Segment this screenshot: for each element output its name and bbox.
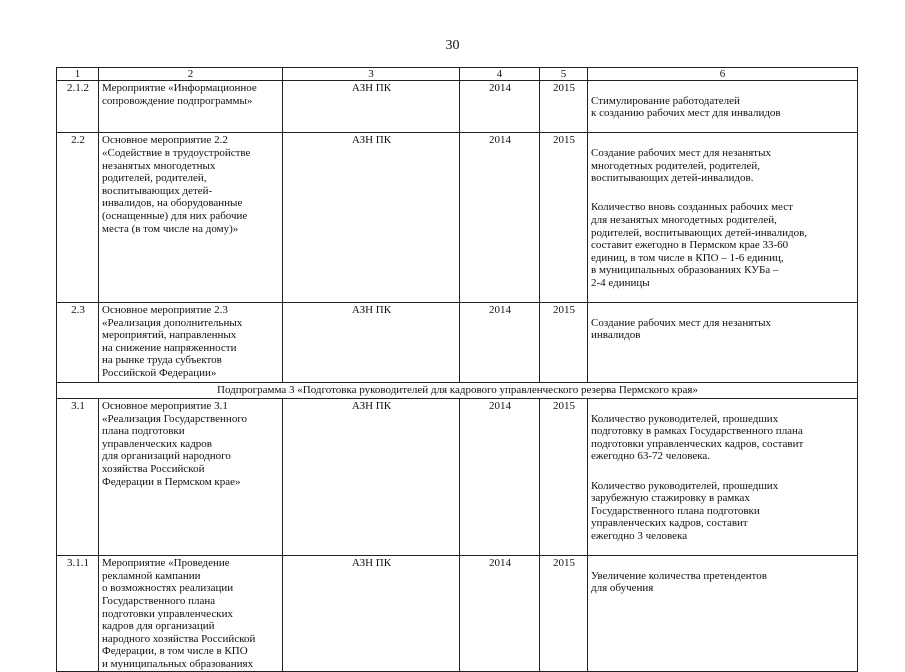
result-text: Создание рабочих мест для незанятых инвалидов [591,316,771,342]
measure-name: Основное мероприятие 2.2 «Содействие в трудоустройстве незанятых многодетных родителей, родителей, воспитывающих детей- инвалидов, на оборудованные (оснащенные) для них рабочие места (в том числе на дому)» [99,133,283,303]
column-number: 4 [460,68,540,81]
start-year: 2014 [460,556,540,671]
program-table [56,67,858,672]
measure-name: Мероприятие «Информационное сопровождение подпрограммы» [99,81,283,133]
page-number: 30 [445,38,460,53]
executor: АЗН ПК [283,399,460,556]
executor: АЗН ПК [283,556,460,671]
column-number: 1 [57,68,99,81]
row-number: 2.1.2 [57,81,99,133]
executor: АЗН ПК [283,303,460,383]
result-text: Создание рабочих мест для незанятых многодетных родителей, родителей, воспитывающих детей-инвалидов. [591,146,771,185]
result-text: Увеличение количества претендентов для обучения [591,569,767,595]
expected-result [588,399,858,556]
column-number: 2 [99,68,283,81]
end-year: 2015 [540,303,588,383]
row-number: 3.1 [57,399,99,556]
end-year: 2015 [540,399,588,556]
result-text: Количество руководителей, прошедших подготовку в рамках Государственного плана подготовки управленческих кадров, составит ежегодно 63-72 человека. [591,412,804,463]
column-number: 6 [588,68,858,81]
result-text: Количество руководителей, прошедших зарубежную стажировку в рамках Государственного плана подготовки управленческих кадров, составит ежегодно 3 человека [591,479,779,543]
expected-result [588,133,858,303]
start-year: 2014 [460,399,540,556]
table-row [57,399,858,556]
measure-name: Основное мероприятие 2.3 «Реализация дополнительных мероприятий, направленных на снижение напряженности на рынке труда субъектов Российской Федерации» [99,303,283,383]
row-number: 2.2 [57,133,99,303]
measure-name: Мероприятие «Проведение рекламной кампании о возможностях реализации Государственного плана подготовки управленческих кадров для организаций народного хозяйства Российской Федерации, в том числе в КПО и муниципальных образованиях [99,556,283,671]
column-number-row [57,68,858,81]
result-text: Стимулирование работодателей к созданию рабочих мест для инвалидов [591,94,781,120]
end-year: 2015 [540,556,588,671]
row-number: 3.1.1 [57,556,99,671]
end-year: 2015 [540,81,588,133]
row-number: 2.3 [57,303,99,383]
column-number: 5 [540,68,588,81]
column-number: 3 [283,68,460,81]
executor: АЗН ПК [283,133,460,303]
start-year: 2014 [460,303,540,383]
table-row [57,133,858,303]
subprogram-title: Подпрограмма 3 «Подготовка руководителей для кадрового управленческого резерва Пермского края» [57,383,858,399]
expected-result [588,81,858,133]
end-year: 2015 [540,133,588,303]
table-row [57,556,858,671]
executor: АЗН ПК [283,81,460,133]
result-text: Количество вновь созданных рабочих мест для незанятых многодетных родителей, родителей, воспитывающих детей-инвалидов, составит ежегодно в Пермском крае 33-60 единиц, в том числе в КПО – 1-6 единиц, в муниципальных образованиях КУБа – 2-4 единицы [591,201,808,289]
table-row [57,81,858,133]
expected-result [588,303,858,383]
subprogram-row [57,383,858,399]
start-year: 2014 [460,133,540,303]
table-row [57,303,858,383]
measure-name: Основное мероприятие 3.1 «Реализация Государственного плана подготовки управленческих кадров для организаций народного хозяйства Российской Федерации в Пермском крае» [99,399,283,556]
expected-result [588,556,858,671]
start-year: 2014 [460,81,540,133]
